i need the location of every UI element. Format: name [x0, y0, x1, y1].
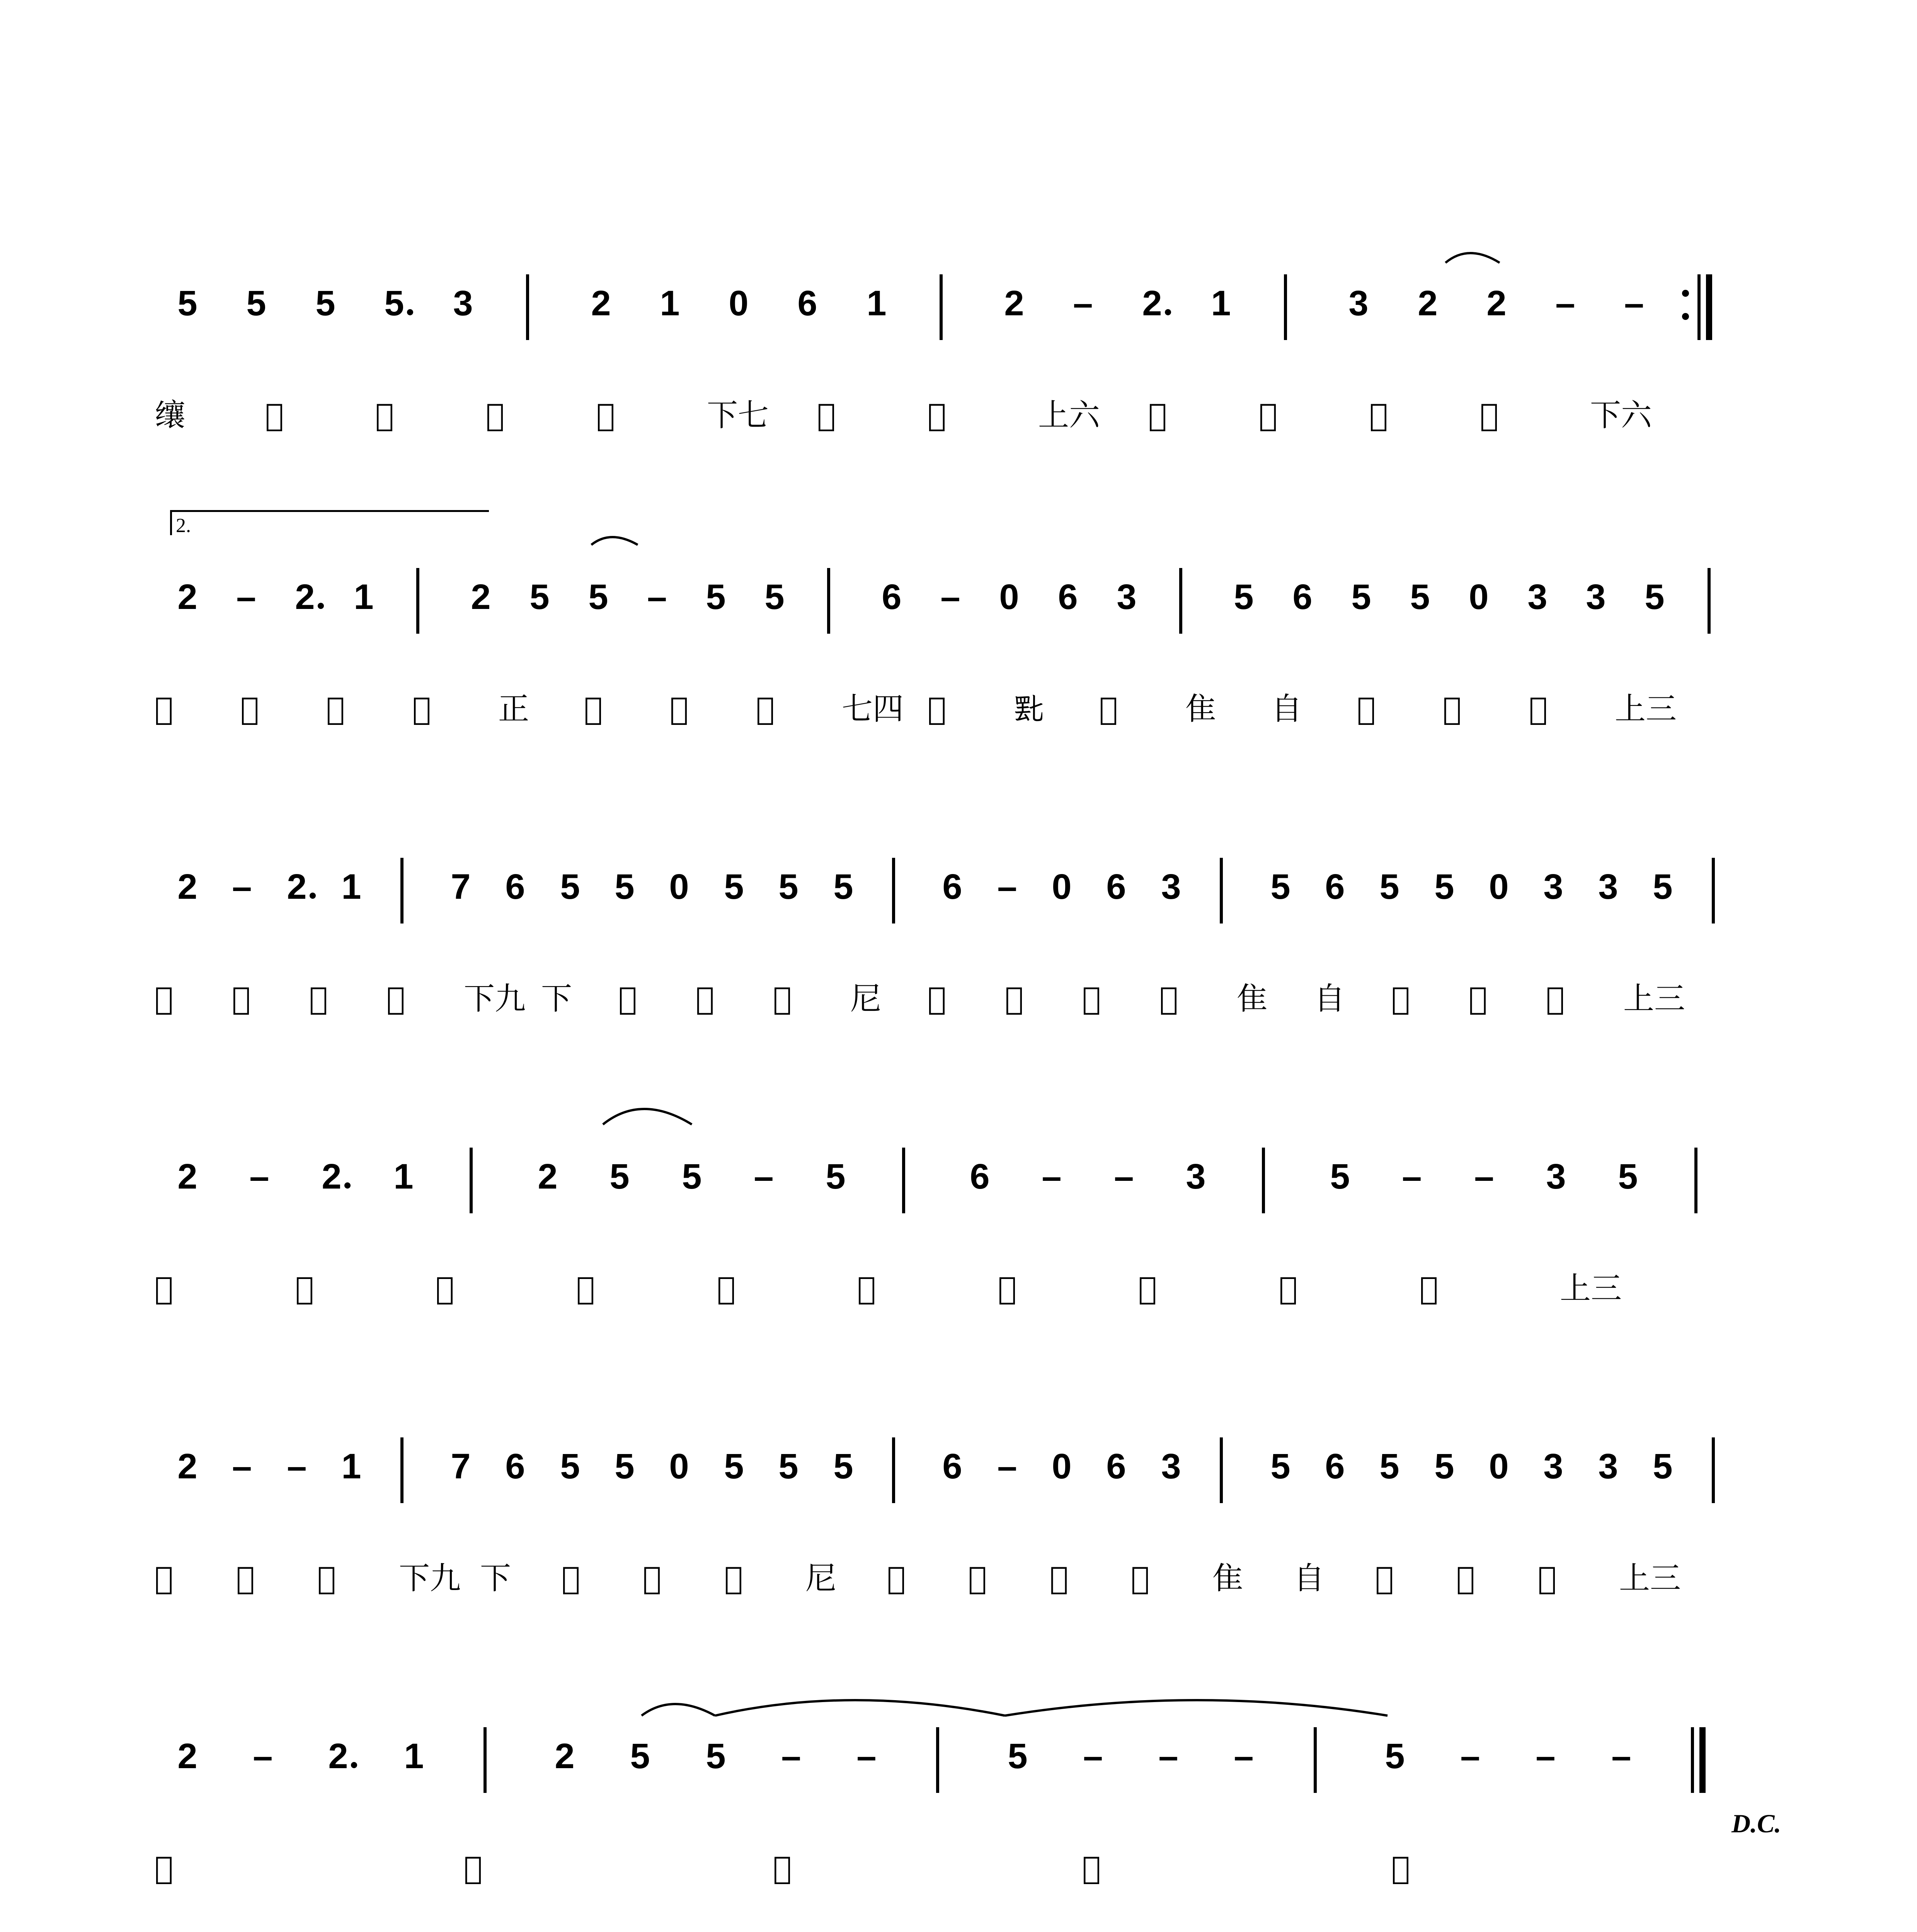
- jianzipu-character: 𬙪: [887, 1560, 906, 1596]
- dash-note: –: [856, 1736, 877, 1776]
- jianzipu-character: 𬙟: [1099, 691, 1118, 727]
- jianpu-note: 5: [615, 1447, 635, 1486]
- jianzipu-character: 𬙛: [670, 691, 689, 727]
- jianzipu-character: 𬙵: [1279, 1270, 1298, 1306]
- dash-note: –: [253, 1736, 273, 1776]
- jianpu-note: 2: [287, 867, 307, 906]
- jianpu-note: 5: [1618, 1157, 1638, 1196]
- dash-note: –: [1474, 1157, 1494, 1196]
- augmentation-dot: [344, 1182, 351, 1189]
- jianzipu-character: 𬙥: [436, 1270, 455, 1306]
- jianpu-note: 0: [1489, 1447, 1509, 1486]
- jianpu-note: 1: [354, 577, 374, 617]
- jianpu-note: 3: [1598, 1447, 1618, 1486]
- jianzipu-character: 𬙨: [643, 1560, 662, 1596]
- jianzipu-character: 上三: [1623, 981, 1685, 1017]
- jianzipu-character: 𬙱: [717, 1270, 736, 1306]
- jianpu-note: 2: [295, 577, 315, 617]
- jianzipu-character: 𬙲: [857, 1270, 876, 1306]
- barline: [1708, 568, 1711, 634]
- dash-note: –: [236, 577, 256, 617]
- dash-note: –: [1234, 1736, 1254, 1776]
- jianzipu-character: 尼: [850, 981, 881, 1017]
- jianzipu-character: 𬙮: [1391, 981, 1410, 1017]
- jianpu-note: 5: [560, 1447, 580, 1486]
- jianpu-note: 5: [764, 577, 785, 617]
- jianpu-note: 0: [1469, 577, 1489, 617]
- jianpu-note: 2: [471, 577, 491, 617]
- jianzipu-character: 𬙦: [576, 1270, 595, 1306]
- barline: [892, 858, 895, 923]
- jianzipu-character: 𬙝: [928, 691, 947, 727]
- barline: [400, 1437, 403, 1503]
- jianzipu-character: 隹: [1185, 691, 1216, 727]
- jianpu-note: 0: [669, 1447, 689, 1486]
- jianzipu-character: 上三: [1615, 691, 1677, 727]
- jianzipu-character: 𬙥: [309, 981, 328, 1017]
- barline: [416, 568, 419, 634]
- jianzipu-character: 𬙥: [773, 1850, 792, 1886]
- jianzipu-character: 𬙣: [155, 1270, 174, 1306]
- barline: [940, 274, 943, 340]
- jianpu-note: 6: [797, 284, 817, 323]
- barline: [1284, 274, 1287, 340]
- dash-note: –: [1536, 1736, 1556, 1776]
- jianpu-note: 2: [591, 284, 611, 323]
- barline: [1314, 1727, 1317, 1793]
- jianzipu-character: 𬙣: [155, 981, 174, 1017]
- jianpu-note: 3: [1543, 867, 1563, 906]
- jianpu-note: 6: [970, 1157, 990, 1196]
- jianpu-note: 5: [315, 284, 335, 323]
- jianzipu-character: 𬙳: [998, 1270, 1017, 1306]
- jianpu-note: 5: [833, 867, 853, 906]
- dash-note: –: [754, 1157, 774, 1196]
- jianzipu-character: 𬙯: [1469, 981, 1488, 1017]
- jianpu-note: 5: [724, 867, 744, 906]
- jianpu-note: 3: [1161, 1447, 1181, 1486]
- jianpu-note: 2: [322, 1157, 342, 1196]
- jianpu-note: 3: [1586, 577, 1606, 617]
- jianzipu-character: 𬙜: [756, 691, 775, 727]
- jianzipu-character: 𬙱: [1391, 1850, 1410, 1886]
- jianzipu-character: 𬙐: [817, 397, 836, 433]
- jianpu-note: 5: [1434, 867, 1454, 906]
- jianzipu-character: 𬙫: [1005, 981, 1024, 1017]
- jianpu-note: 5: [529, 577, 550, 617]
- jianzipu-character: 𬙦: [386, 981, 405, 1017]
- volta-bracket: [170, 510, 489, 535]
- da-capo-mark: D.C.: [1731, 1809, 1781, 1838]
- jianzipu-character: 𬙖: [155, 691, 174, 727]
- augmentation-dot: [407, 309, 413, 315]
- jianzipu-character: 下九: [464, 981, 526, 1017]
- jianpu-note: 0: [729, 284, 749, 323]
- jianpu-note: 2: [1004, 284, 1024, 323]
- jianpu-note: 2: [538, 1157, 558, 1196]
- jianpu-note: 2: [177, 1157, 197, 1196]
- jianpu-note: 5: [833, 1447, 853, 1486]
- barline: [470, 1148, 473, 1213]
- jianzipu-character: 𬙨: [696, 981, 715, 1017]
- jianpu-note: 3: [1117, 577, 1137, 617]
- barline: [902, 1148, 905, 1213]
- barline: [1712, 858, 1715, 923]
- jianpu-note: 3: [1543, 1447, 1563, 1486]
- jianzipu-character: 𬙚: [584, 691, 603, 727]
- jianpu-note: 0: [669, 867, 689, 906]
- jianzipu-character: 𬙞: [1013, 691, 1044, 727]
- jianzipu-character: 𬙥: [236, 1560, 255, 1596]
- dash-note: –: [1042, 1157, 1062, 1196]
- dash-note: –: [940, 577, 960, 617]
- jianzipu-character: 𬙤: [232, 981, 251, 1017]
- jianpu-note: 5: [1653, 867, 1673, 906]
- final-barline-thick: [1706, 274, 1712, 340]
- jianpu-note: 5: [1410, 577, 1430, 617]
- dash-note: –: [1158, 1736, 1178, 1776]
- barline: [892, 1437, 895, 1503]
- jianpu-note: 6: [1106, 867, 1126, 906]
- jianpu-note: 1: [393, 1157, 414, 1196]
- jianpu-note: 1: [404, 1736, 424, 1776]
- jianpu-note: 3: [1527, 577, 1548, 617]
- jianpu-note: 2: [177, 1736, 197, 1776]
- jianpu-note: 5: [630, 1736, 650, 1776]
- tie-row6-c: [1005, 1700, 1388, 1716]
- jianzipu-character: 上六: [1038, 397, 1100, 433]
- jianzipu-character: 𬙋: [155, 397, 186, 433]
- augmentation-dot: [351, 1762, 357, 1768]
- jianzipu-character: 𬙠: [1357, 691, 1376, 727]
- jianpu-note: 5: [588, 577, 608, 617]
- jianpu-note: 5: [778, 867, 798, 906]
- jianzipu-character: 正: [498, 691, 529, 727]
- jianpu-note: 3: [1598, 867, 1618, 906]
- jianpu-note: 0: [1052, 1447, 1072, 1486]
- tie-row6-a: [642, 1704, 715, 1716]
- dash-note: –: [249, 1157, 269, 1196]
- jianpu-note: 3: [1348, 284, 1369, 323]
- augmentation-dot: [1165, 309, 1171, 315]
- tab-row-1: [155, 355, 1778, 448]
- dash-note: –: [1460, 1736, 1480, 1776]
- jianpu-note: 5: [1270, 867, 1290, 906]
- jianzipu-character: 𬙭: [1159, 981, 1178, 1017]
- jianzipu-character: 下: [480, 1560, 511, 1596]
- dash-note: –: [287, 1447, 307, 1486]
- jianzipu-character: 下七: [707, 397, 769, 433]
- jianpu-note: 5: [246, 284, 266, 323]
- jianpu-note: 6: [942, 1447, 962, 1486]
- jianzipu-character: 𬙔: [1369, 397, 1388, 433]
- jianpu-note: 2: [177, 867, 197, 906]
- jianzipu-character: 自: [1314, 981, 1345, 1017]
- tie-row2: [591, 537, 638, 545]
- jianpu-note: 5: [706, 577, 726, 617]
- slur-row1: [1445, 253, 1500, 263]
- dash-note: –: [1073, 284, 1093, 323]
- dash-note: –: [1402, 1157, 1422, 1196]
- dash-note: –: [1611, 1736, 1631, 1776]
- jianzipu-character: 𬙓: [1259, 397, 1278, 433]
- jianpu-note: 1: [660, 284, 680, 323]
- jianzipu-character: 𬙰: [1546, 981, 1565, 1017]
- barline: [1694, 1148, 1697, 1213]
- jianzipu-character: 𬙪: [928, 981, 947, 1017]
- barline: [1220, 858, 1223, 923]
- jianzipu-character: 自: [1294, 1560, 1325, 1596]
- jianpu-note: 1: [867, 284, 887, 323]
- jianpu-note: 0: [1489, 867, 1509, 906]
- volta-label: 2.: [176, 515, 191, 537]
- final-barline: [1697, 274, 1701, 340]
- barline: [1179, 568, 1182, 634]
- jianpu-note: 2: [328, 1736, 348, 1776]
- jianpu-note: 5: [1008, 1736, 1028, 1776]
- dash-note: –: [232, 1447, 252, 1486]
- jianzipu-character: 𬙡: [1443, 691, 1462, 727]
- dash-note: –: [232, 867, 252, 906]
- augmentation-dot: [318, 603, 324, 609]
- tab-row-5: [155, 1519, 1778, 1611]
- barline: [400, 858, 403, 923]
- barline: [526, 274, 529, 340]
- jianpu-note: 5: [706, 1736, 726, 1776]
- jianzipu-character: 𬙩: [724, 1560, 743, 1596]
- jianzipu-character: 𬙮: [1375, 1560, 1394, 1596]
- jianpu-note: 5: [1379, 1447, 1399, 1486]
- jianpu-note: 6: [942, 867, 962, 906]
- jianpu-note: 5: [1653, 1447, 1673, 1486]
- jianpu-note: 6: [1325, 1447, 1345, 1486]
- jianpu-note: 7: [451, 867, 471, 906]
- jianzipu-character: 𬙬: [1082, 981, 1101, 1017]
- jianpu-note: 1: [1211, 284, 1231, 323]
- jianpu-note: 5: [615, 867, 635, 906]
- jianzipu-character: 隹: [1212, 1560, 1243, 1596]
- dash-note: –: [647, 577, 667, 617]
- jianzipu-character: 七四: [842, 691, 904, 727]
- jianpu-note: 5: [609, 1157, 630, 1196]
- jianzipu-character: 下九: [399, 1560, 461, 1596]
- dash-note: –: [1114, 1157, 1134, 1196]
- jianzipu-character: 隹: [1237, 981, 1268, 1017]
- jianpu-note: 3: [453, 284, 473, 323]
- jianzipu-character: 𬙤: [295, 1270, 314, 1306]
- jianzipu-character: 𬙗: [240, 691, 259, 727]
- jianzipu-character: 𬙣: [155, 1850, 174, 1886]
- jianzipu-character: 𬙙: [412, 691, 431, 727]
- barline: [827, 568, 830, 634]
- jianzipu-character: 𬙰: [1538, 1560, 1557, 1596]
- jianzipu-character: 自: [1271, 691, 1302, 727]
- jianzipu-character: 𬙏: [596, 397, 615, 433]
- jianpu-note: 5: [1270, 1447, 1290, 1486]
- jianpu-note: 5: [1379, 867, 1399, 906]
- jianpu-note: 2: [1418, 284, 1438, 323]
- jianpu-note: 6: [1106, 1447, 1126, 1486]
- augmentation-dot: [310, 893, 316, 899]
- jianzipu-character: 𬙯: [1456, 1560, 1475, 1596]
- jianpu-note: 6: [1325, 867, 1345, 906]
- jianpu-note: 5: [560, 867, 580, 906]
- barline: [1262, 1148, 1265, 1213]
- dash-note: –: [781, 1736, 801, 1776]
- tab-row-6: [155, 1808, 1778, 1901]
- jianzipu-character: 下六: [1590, 397, 1652, 433]
- jianzipu-character: 𬙬: [1050, 1560, 1069, 1596]
- slur-row4: [603, 1109, 692, 1124]
- dash-note: –: [997, 867, 1017, 906]
- tab-row-3: [155, 939, 1778, 1032]
- jianzipu-character: 上三: [1619, 1560, 1681, 1596]
- jianzipu-character: 𬙑: [928, 397, 947, 433]
- dash-note: –: [1555, 284, 1575, 323]
- jianpu-note: 1: [341, 1447, 361, 1486]
- jianpu-note: 5: [778, 1447, 798, 1486]
- tab-row-4: [155, 1229, 1778, 1321]
- repeat-dots: [1682, 290, 1689, 321]
- jianpu-note: 2: [1142, 284, 1162, 323]
- jianpu-note: 5: [682, 1157, 702, 1196]
- jianzipu-character: 𬙴: [1138, 1270, 1157, 1306]
- jianzipu-character: 𬙦: [317, 1560, 336, 1596]
- jianzipu-character: 𬙌: [265, 397, 284, 433]
- jianzipu-character: 上三: [1560, 1270, 1622, 1306]
- jianpu-note: 2: [1486, 284, 1507, 323]
- jianzipu-character: 𬙶: [1420, 1270, 1439, 1306]
- jianzipu-character: 𬙍: [375, 397, 394, 433]
- jianpu-note: 0: [1052, 867, 1072, 906]
- jianpu-note: 6: [1058, 577, 1078, 617]
- jianzipu-character: 𬙕: [1480, 397, 1499, 433]
- jianpu-note: 5: [826, 1157, 846, 1196]
- jianpu-note: 5: [1351, 577, 1371, 617]
- jianzipu-character: 𬙢: [1529, 691, 1548, 727]
- barline: [936, 1727, 939, 1793]
- jianpu-note: 2: [177, 577, 197, 617]
- tab-row-2: [155, 649, 1778, 742]
- dash-note: –: [1083, 1736, 1103, 1776]
- jianzipu-character: 𬙣: [155, 1560, 174, 1596]
- final-barline-thick: [1699, 1727, 1706, 1793]
- jianpu-note: 5: [1385, 1736, 1405, 1776]
- jianpu-note: 1: [341, 867, 361, 906]
- jianpu-note: 2: [555, 1736, 575, 1776]
- final-barline: [1691, 1727, 1694, 1793]
- jianpu-note: 5: [724, 1447, 744, 1486]
- barline: [1712, 1437, 1715, 1503]
- dash-note: –: [997, 1447, 1017, 1486]
- jianzipu-character: 𬙧: [618, 981, 637, 1017]
- jianzipu-character: 𬙒: [1148, 397, 1167, 433]
- tie-row6-b: [715, 1700, 1005, 1716]
- jianzipu-character: 𬙫: [968, 1560, 987, 1596]
- jianzipu-character: 下: [541, 981, 572, 1017]
- barline: [1220, 1437, 1223, 1503]
- jianzipu-character: 尼: [805, 1560, 836, 1596]
- jianzipu-character: 𬙧: [562, 1560, 581, 1596]
- jianpu-note: 6: [505, 1447, 525, 1486]
- jianpu-note: 3: [1546, 1157, 1566, 1196]
- jianzipu-character: 𬙦: [1082, 1850, 1101, 1886]
- jianpu-note: 5: [177, 284, 197, 323]
- jianpu-note: 5: [1434, 1447, 1454, 1486]
- jianzipu-character: 𬙩: [773, 981, 792, 1017]
- jianpu-note: 2: [177, 1447, 197, 1486]
- jianpu-note: 5: [1645, 577, 1665, 617]
- jianpu-note: 3: [1186, 1157, 1206, 1196]
- jianpu-note: 5: [1234, 577, 1254, 617]
- jianzipu-character: 𬙤: [464, 1850, 483, 1886]
- jianpu-note: 6: [505, 867, 525, 906]
- dash-note: –: [1624, 284, 1644, 323]
- jianzipu-character: 𬙎: [486, 397, 505, 433]
- jianpu-note: 5: [384, 284, 404, 323]
- jianpu-note: 6: [1292, 577, 1313, 617]
- jianzipu-character: 𬙘: [326, 691, 345, 727]
- jianpu-note: 3: [1161, 867, 1181, 906]
- jianpu-note: 0: [999, 577, 1019, 617]
- jianzipu-character: 𬙭: [1131, 1560, 1150, 1596]
- jianpu-note: 7: [451, 1447, 471, 1486]
- barline: [484, 1727, 487, 1793]
- jianpu-note: 6: [882, 577, 902, 617]
- jianpu-note: 5: [1330, 1157, 1350, 1196]
